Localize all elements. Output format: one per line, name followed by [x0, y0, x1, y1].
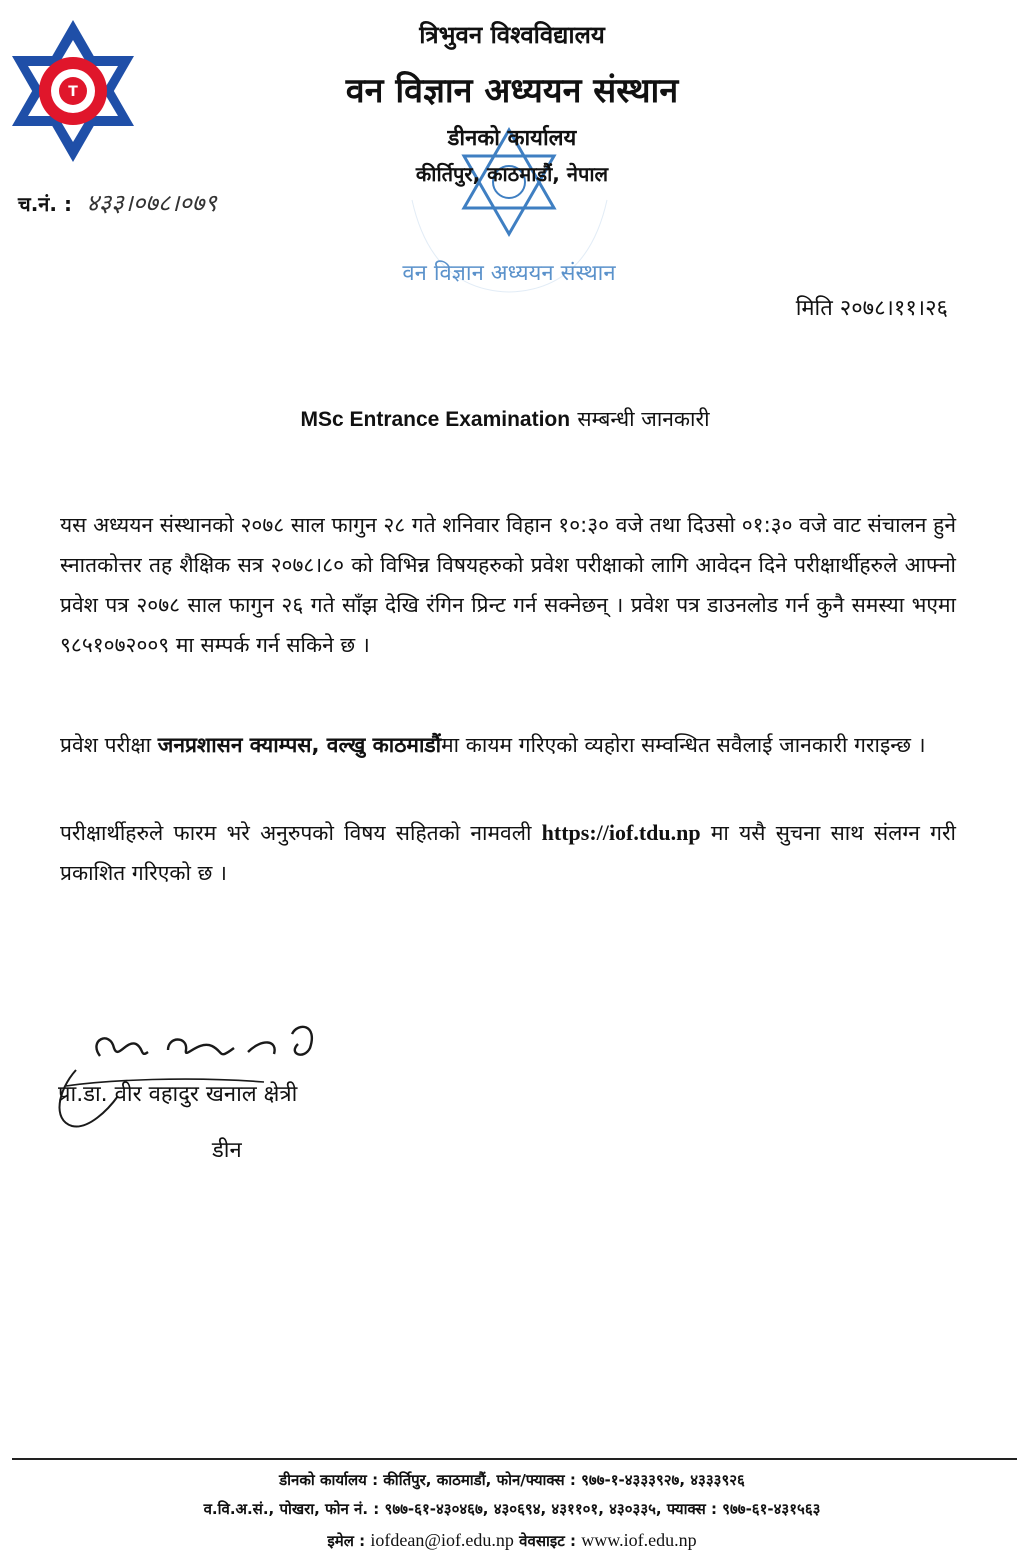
- svg-text:T: T: [68, 84, 78, 100]
- reference-label: च.नं. :: [18, 192, 72, 216]
- reference-value: ४३३।०७८।०७९: [86, 189, 217, 217]
- email-label: इमेल :: [327, 1532, 366, 1550]
- p2-text-start: प्रवेश परीक्षा: [60, 733, 152, 757]
- subject-line: [0, 405, 1010, 433]
- university-name: त्रिभुवन विश्वविद्यालय: [419, 21, 605, 49]
- email-link[interactable]: iofdean@iof.edu.np: [370, 1530, 514, 1550]
- office-address: कीर्तिपुर, काठमाडौं, नेपाल: [415, 162, 609, 186]
- website-link[interactable]: https://iof.tdu.np: [541, 820, 701, 845]
- handwritten-signature-icon: [48, 1000, 348, 1130]
- website-label: वेवसाइट :: [519, 1532, 577, 1550]
- footer-website-link[interactable]: www.iof.edu.np: [581, 1530, 697, 1550]
- subject-nepali: सम्बन्धी जानकारी: [577, 407, 710, 431]
- footer-line-1: डीनको कार्यालय : कीर्तिपुर, काठमाडौं, फोन/फ्याक्स : ९७७-१-४३३३९२७, ४३३३९२६: [279, 1471, 745, 1489]
- body-paragraph-2: [60, 725, 956, 765]
- footer-line-2: व.वि.अ.सं., पोखरा, फोन नं. : ९७७-६१-४३०४६७, ४३०६९४, ४३११०१, ४३०३३५, फ्याक्स : ९७७-६१-४३१५६३: [203, 1500, 821, 1518]
- subject-english: MSc Entrance Examination: [300, 408, 571, 431]
- letter-date: मिति २०७८।११।२६: [795, 296, 948, 321]
- p3-text-start: परीक्षार्थीहरुले फारम भरे अनुरुपको विषय सहितको नामवली: [60, 821, 532, 845]
- footer-divider: [12, 1458, 1017, 1460]
- signature-image: [48, 1000, 348, 1130]
- signer-name: प्रा.डा. वीर वहादुर खनाल क्षेत्री: [58, 1082, 298, 1107]
- p2-text-end: मा कायम गरिएको व्यहोरा सम्वन्धित सवैलाई जानकारी गराइन्छ ।: [441, 733, 926, 757]
- body-paragraph-3: [60, 813, 956, 893]
- svg-text:वन विज्ञान अध्ययन संस्थान: वन विज्ञान अध्ययन संस्थान: [402, 261, 616, 286]
- body-paragraph-1: यस अध्ययन संस्थानको २०७८ साल फागुन २८ गते शनिवार विहान १०:३० वजे तथा दिउसो ०१:३० वजे वाट संचालन हुने स्नातकोत्तर तह शैक्षिक सत्र २०७८।८० को विभिन्न विषयहरुको प्रवेश परीक्षाको लागि आवेदन दिने परीक्षार्थीहरुले आफ्नो प्रवेश पत्र २०७८ साल फागुन २६ गते साँझ देखि रंगिन प्रिन्ट गर्न सक्नेछन् । प्रवेश पत्र डाउनलोड गर्न कुनै समस्या भएमा ९८५१०७२००९ मा सम्पर्क गर्न सकिने छ ।: [60, 513, 956, 657]
- institute-name: वन विज्ञान अध्ययन संस्थान: [345, 71, 679, 111]
- exam-venue: जनप्रशासन क्याम्पस, वल्खु काठमाडौं: [157, 733, 442, 757]
- office-name: डीनको कार्यालय: [447, 126, 577, 151]
- signer-designation: डीन: [212, 1138, 242, 1163]
- p3-text-end: मा यसै सुचना साथ संलग्न गरी प्रकाशित गरिएको छ ।: [60, 821, 956, 885]
- reference-number: [18, 186, 217, 219]
- footer-line-3: [0, 1530, 1024, 1551]
